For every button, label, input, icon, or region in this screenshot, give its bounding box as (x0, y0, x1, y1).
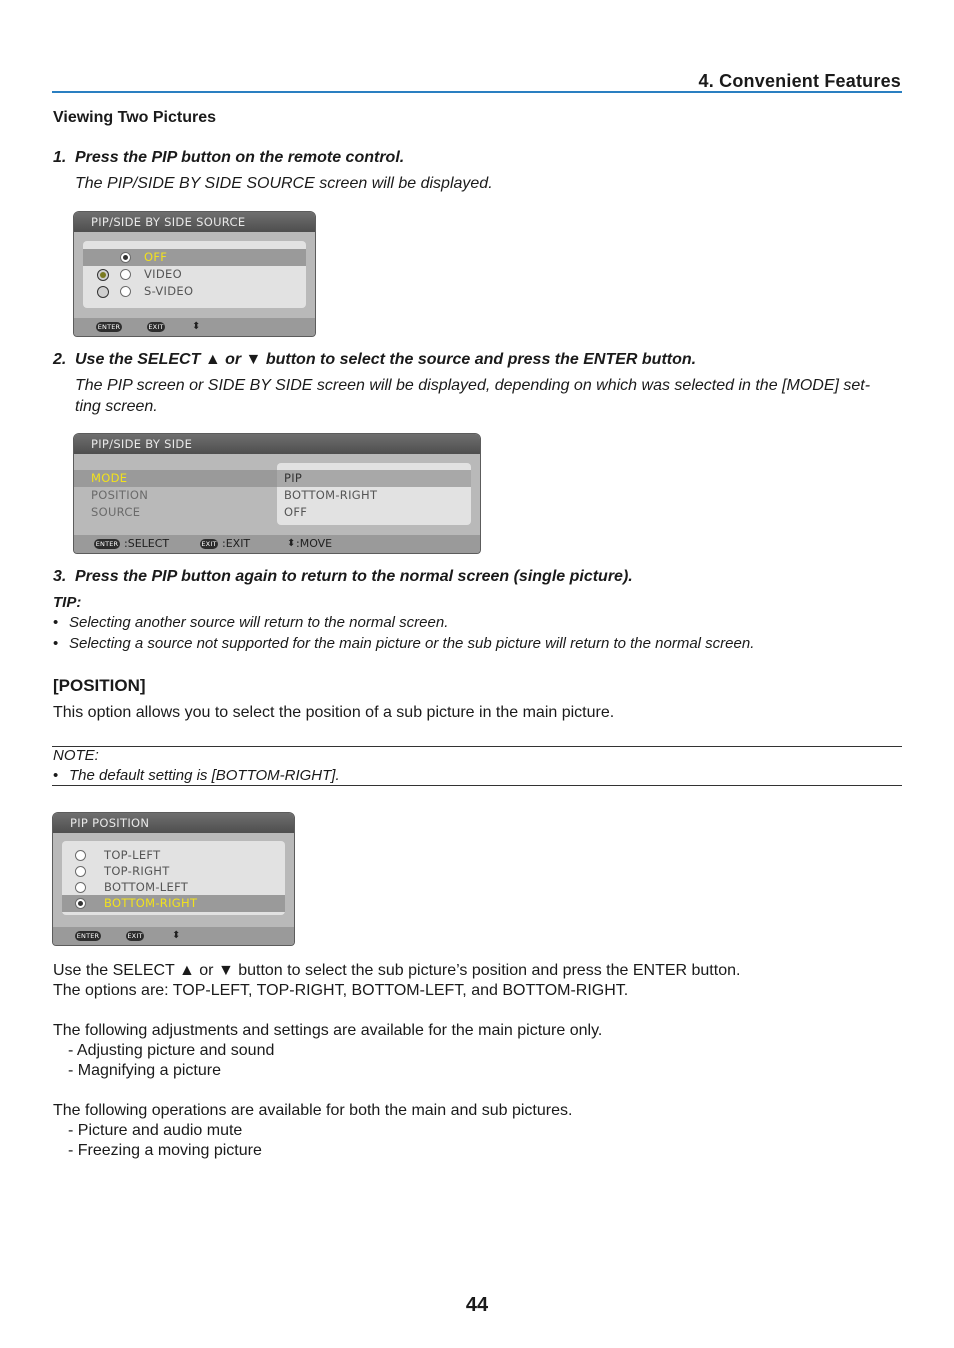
s-video-signal-icon (97, 286, 109, 298)
radio-icon (120, 269, 131, 280)
option-label: TOP-RIGHT (104, 864, 170, 878)
step-2-text-a: Use the SELECT (75, 351, 205, 368)
option-label: VIDEO (144, 267, 182, 281)
option-label: BOTTOM-LEFT (104, 880, 189, 894)
select-label: :SELECT (124, 537, 170, 550)
instruction-line-1: Use the SELECT ▲ or ▼ button to select the sub picture’s position and press the ENTER button. (53, 962, 741, 979)
menu-label: MODE (91, 471, 128, 485)
position-heading: [POSITION] (53, 676, 146, 695)
tip-bullet-text: Selecting a source not supported for the main picture or the sub picture will return to the normal screen. (69, 635, 755, 652)
step-3 (53, 568, 633, 586)
enter-key-icon: ENTER (95, 540, 119, 548)
menu-item-position[interactable] (74, 487, 277, 504)
osd-title: PIP POSITION (53, 813, 294, 833)
value-label: OFF (284, 505, 308, 519)
main-only-item-1: - Adjusting picture and sound (68, 1042, 275, 1059)
both-item-2: - Freezing a moving picture (68, 1142, 262, 1159)
exit-key-icon: EXIT (127, 932, 143, 940)
option-bottom-right[interactable] (62, 895, 285, 912)
video-signal-icon (97, 269, 109, 281)
value-source (277, 504, 471, 521)
step-3-text: Press the PIP button again to return to the normal screen (single picture). (75, 568, 633, 585)
osd-values-panel (277, 463, 471, 525)
enter-key-icon: ENTER (76, 932, 100, 940)
move-label: :MOVE (296, 537, 333, 550)
option-label: BOTTOM-RIGHT (104, 896, 198, 910)
osd-footer (74, 318, 315, 336)
osd-pip-side-by-side (73, 433, 481, 554)
radio-icon (75, 898, 86, 909)
down-arrow-icon: ▼ (245, 351, 262, 368)
up-arrow-icon: ▲ (204, 351, 221, 368)
section-title: Viewing Two Pictures (53, 109, 216, 126)
step-1-number: 1. (53, 149, 67, 166)
osd-pip-position (52, 812, 295, 946)
instruction-line-2: The options are: TOP-LEFT, TOP-RIGHT, BOTTOM-LEFT, and BOTTOM-RIGHT. (53, 982, 629, 999)
header-rule (52, 91, 902, 93)
tip-label: TIP: (53, 594, 82, 611)
exit-key-icon: EXIT (201, 540, 217, 548)
main-only-item-2: - Magnifying a picture (68, 1062, 221, 1079)
osd-pip-source (73, 211, 316, 337)
osd-title: PIP/SIDE BY SIDE (74, 434, 480, 454)
tip-bullet-1: • Selecting another source will return to the normal screen. (53, 614, 449, 631)
option-s-video[interactable] (83, 283, 306, 300)
osd-options-panel (83, 241, 306, 308)
osd-footer (74, 535, 480, 553)
radio-icon (75, 866, 86, 877)
menu-item-source[interactable] (74, 504, 277, 521)
both-intro: The following operations are available for both the main and sub pictures. (53, 1102, 573, 1119)
menu-label: SOURCE (91, 505, 141, 519)
position-intro: This option allows you to select the position of a sub picture in the main picture. (53, 704, 615, 721)
menu-label: POSITION (91, 488, 149, 502)
osd-title: PIP/SIDE BY SIDE SOURCE (74, 212, 315, 232)
radio-icon (75, 850, 86, 861)
option-off[interactable] (83, 249, 306, 266)
option-video[interactable] (83, 266, 306, 283)
chapter-title: 4. Convenient Features (698, 71, 901, 91)
both-item-1: - Picture and audio mute (68, 1122, 243, 1139)
step-2-desc-2: ting screen. (75, 398, 158, 415)
value-label: BOTTOM-RIGHT (284, 488, 378, 502)
exit-label: :EXIT (222, 537, 251, 550)
note-label: NOTE: (53, 747, 99, 764)
radio-icon (120, 252, 131, 263)
radio-icon (75, 882, 86, 893)
step-2 (53, 351, 696, 369)
menu-item-mode[interactable] (74, 470, 277, 487)
option-top-left[interactable] (62, 847, 285, 864)
step-2-desc-1: The PIP screen or SIDE BY SIDE screen will be displayed, depending on which was selected in the [MODE] set- (75, 377, 871, 394)
main-only-intro: The following adjustments and settings are available for the main picture only. (53, 1022, 603, 1039)
value-mode (277, 470, 471, 487)
step-3-number: 3. (53, 568, 67, 585)
osd-footer (53, 927, 294, 945)
move-icon: ⬍ (172, 930, 181, 941)
osd-options-panel (62, 841, 285, 915)
move-icon: ⬍ (192, 321, 201, 332)
radio-icon (120, 286, 131, 297)
enter-key-icon: ENTER (97, 323, 121, 331)
value-position (277, 487, 471, 504)
note-bullet-text: The default setting is [BOTTOM-RIGHT]. (69, 767, 340, 784)
step-1-text: Press the PIP button on the remote control. (75, 149, 405, 166)
move-icon: ⬍ (287, 538, 296, 549)
option-label: OFF (144, 250, 168, 264)
note-top-rule (52, 746, 902, 747)
note-bottom-rule (52, 785, 902, 786)
value-label: PIP (284, 471, 303, 485)
option-label: TOP-LEFT (104, 848, 161, 862)
option-bottom-left[interactable] (62, 879, 285, 896)
option-top-right[interactable] (62, 863, 285, 880)
tip-bullet-text: Selecting another source will return to the normal screen. (69, 614, 449, 631)
page-number: 44 (465, 1294, 489, 1316)
exit-key-icon: EXIT (148, 323, 164, 331)
step-1-desc: The PIP/SIDE BY SIDE SOURCE screen will be displayed. (75, 175, 493, 192)
option-label: S-VIDEO (144, 284, 194, 298)
step-2-text-b: or (220, 351, 246, 368)
step-2-number: 2. (53, 351, 67, 368)
tip-bullet-2: • Selecting a source not supported for the main picture or the sub picture will return to the normal screen. (53, 635, 755, 652)
note-bullet: • The default setting is [BOTTOM-RIGHT]. (53, 767, 340, 784)
step-2-text-c: button to select the source and press the ENTER button. (261, 351, 697, 368)
step-1 (53, 149, 404, 167)
